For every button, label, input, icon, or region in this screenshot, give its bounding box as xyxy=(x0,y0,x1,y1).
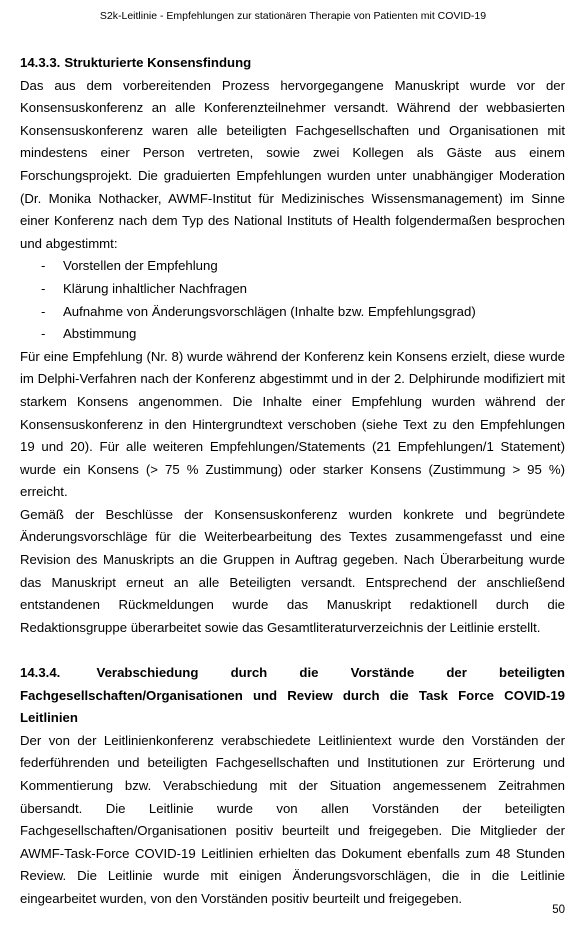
list-marker: - xyxy=(41,258,46,274)
page-number: 50 xyxy=(552,904,565,916)
list-item-text: Aufnahme von Änderungsvorschlägen (Inhalte bzw. Empfehlungsgrad) xyxy=(63,303,476,319)
section-title-line: Fachgesellschaften/Organisationen und Review durch die Task Force COVID-19 xyxy=(20,687,565,703)
running-header: S2k-Leitlinie - Empfehlungen zur stationären Therapie von Patienten mit COVID-19 xyxy=(99,10,487,22)
discussion-steps-list xyxy=(20,255,565,345)
section-heading-14-3-3 xyxy=(20,52,565,75)
list-marker: - xyxy=(41,326,46,342)
section-number: 14.3.3. xyxy=(20,55,61,70)
list-item-text: Vorstellen der Empfehlung xyxy=(63,258,218,274)
section-title: Strukturierte Konsensfindung xyxy=(64,55,252,70)
paragraph-revision: Gemäß der Beschlüsse der Konsensuskonferenz wurden konkrete und begründete Änderungsvorschläge für die Weiterbearbeitung des Textes zusammengefasst und eine Revision des Manuskripts an die Gruppen in Auftrag gegeben. Nach Überarbeitung wurde das Manuskript erneut an alle Beteiligten versandt. Entsprechend der anschließend entstandenen Rückmeldungen wurde das Manuskript redaktionell durch die Redaktionsgruppe überarbeitet sowie das Gesamtliteraturverzeichnis der Leitlinie erstellt. xyxy=(20,506,565,635)
page-content xyxy=(20,52,565,911)
list-item-text: Abstimmung xyxy=(63,326,137,342)
list-marker: - xyxy=(41,280,46,296)
list-item-text: Klärung inhaltlicher Nachfragen xyxy=(63,280,248,296)
paragraph-process: Das aus dem vorbereitenden Prozess hervorgegangene Manuskript wurde vor der Konsensuskonferenz an alle Konferenzteilnehmer versandt. Während der webbasierten Konsensuskonferenz waren alle beteiligten Fachgesellschaften und Organisationen mit mindestens einer Person vertreten, sowie zwei Kollegen als Gäste aus einem Forschungsprojekt. Die graduierten Empfehlungen wurden unter unabhängiger Moderation (Dr. Monika Nothacker, AWMF-Institut für Medizinisches Wissensmanagement) im Sinne einer Konferenz nach dem Typ des National Instituts of Health folgendermaßen besprochen und abgestimmt: xyxy=(20,77,565,251)
section-title-line xyxy=(20,662,565,685)
list-item xyxy=(20,323,565,346)
list-item xyxy=(20,278,565,301)
section-heading-14-3-4 xyxy=(20,662,565,730)
section-title-part: Verabschiedung durch die Vorstände der beteiligten xyxy=(96,665,565,681)
section-number: 14.3.4. xyxy=(20,665,61,681)
paragraph-consensus-results: Für eine Empfehlung (Nr. 8) wurde während der Konferenz kein Konsens erzielt, diese wurde im Delphi-Verfahren nach der Konferenz abgestimmt und in der 2. Delphirunde modifiziert mit starkem Konsens angenommen. Die Inhalte einer Empfehlung wurden während der Konsensuskonferenz in den Hintergrundtext verschoben (siehe Text zu den Empfehlungen 19 und 20). Für alle weiteren Empfehlungen/Statements (21 Empfehlungen/1 Statement) wurde ein Konsens (> 75 % Zustimmung) oder starker Konsens (Zustimmung > 95 %) erreicht. xyxy=(20,348,565,500)
list-marker: - xyxy=(41,303,46,319)
list-item xyxy=(20,255,565,278)
section-title-line: Leitlinien xyxy=(20,710,78,726)
list-item xyxy=(20,301,565,324)
section-spacer xyxy=(20,639,565,662)
paragraph-approval: Der von der Leitlinienkonferenz verabschiedete Leitlinientext wurde den Vorständen der federführenden und beteiligten Fachgesellschaften und Institutionen zur Erörterung und Kommentierung bzw. Verabschiedung mit der Situation angemessenem Zeitrahmen übersandt. Die Leitlinie wurde von allen Vorständen der beteiligten Fachgesellschaften/Organisationen positiv beurteilt und freigegeben. Die Mitglieder der AWMF-Task-Force COVID-19 Leitlinien erhielten das Dokument ebenfalls zum 48 Stunden Review. Die Leitlinie wurde mit einigen Änderungsvorschlägen, die in die Leitlinie eingearbeitet wurden, von den Vorständen positiv beurteilt und freigegeben. xyxy=(20,732,565,906)
